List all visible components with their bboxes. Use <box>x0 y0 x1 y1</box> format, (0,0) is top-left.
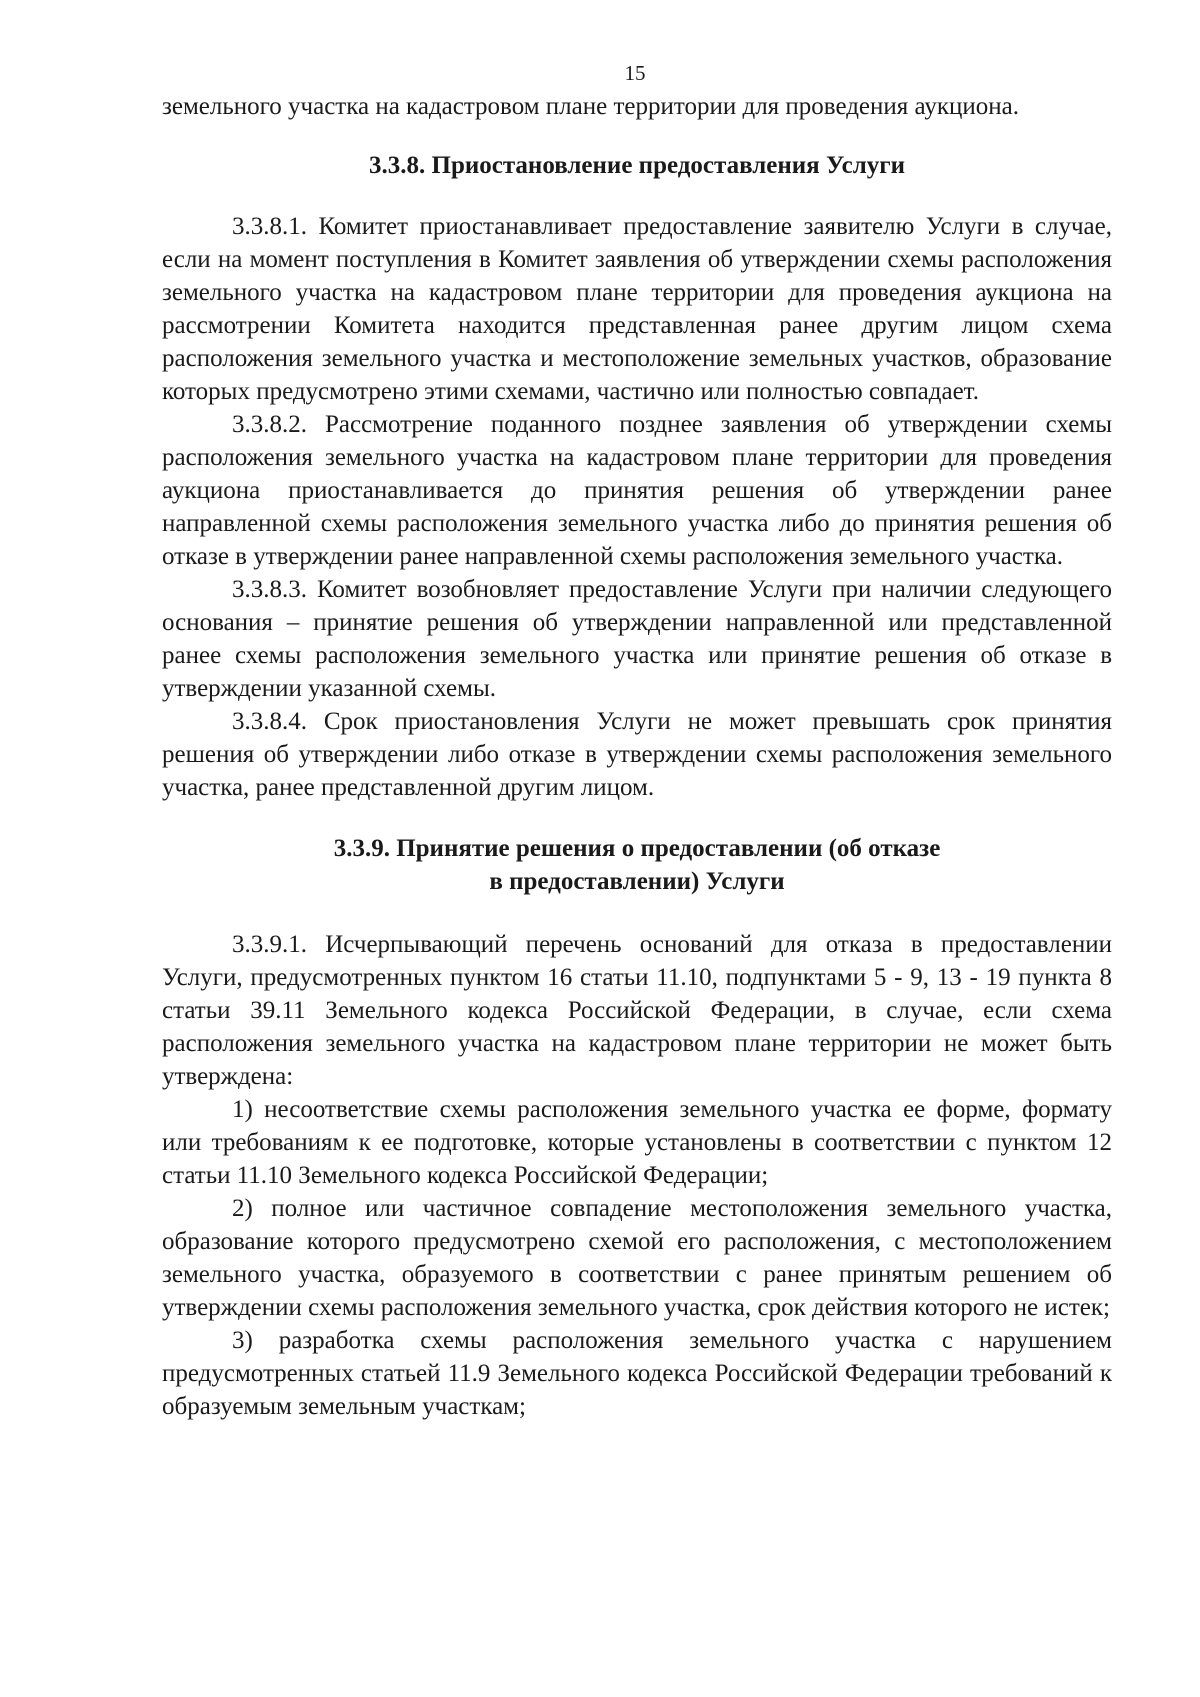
page-number: 15 <box>624 61 646 85</box>
section-339-title-line1: 3.3.9. Принятие решения о предоставлении (об отказе <box>333 835 941 862</box>
intro-continuation: земельного участка на кадастровом плане территории для проведения аукциона. <box>162 93 1019 120</box>
paragraph-3391: 3.3.9.1. Исчерпывающий перечень оснований для отказа в предоставлении Услуги, предусмотренных пунктом 16 статьи 11.10, подпунктами 5 - 9, 13 - 19 пункта 8 статьи 39.11 Земельного кодекса Российской Федерации, в случае, если схема расположения земельного участка на кадастровом плане территории не может быть утверждена: <box>162 931 1112 1090</box>
paragraph-3383: 3.3.8.3. Комитет возобновляет предоставление Услуги при наличии следующего основания – принятие решения об утверждении направленной или представленной ранее схемы расположения земельного участка или принятие решения об отказе в утверждении указанной схемы. <box>162 576 1112 702</box>
paragraph-3382: 3.3.8.2. Рассмотрение поданного позднее заявления об утверждении схемы расположения земельного участка на кадастровом плане территории для проведения аукциона приостанавливается до принятия решения об утверждении ранее направленной схемы расположения земельного участка либо до принятия решения об отказе в утверждении ранее направленной схемы расположения земельного участка. <box>162 411 1112 570</box>
section-339-title <box>162 832 1112 898</box>
list-item-1: 1) несоответствие схемы расположения земельного участка ее форме, формату или требованиям к ее подготовке, которые установлены в соответствии с пунктом 12 статьи 11.10 Земельного кодекса Российской Федерации; <box>162 1096 1112 1189</box>
section-338-title: 3.3.8. Приостановление предоставления Услуги <box>369 152 905 179</box>
paragraph-3381: 3.3.8.1. Комитет приостанавливает предоставление заявителю Услуги в случае, если на момент поступления в Комитет заявления об утверждении схемы расположения земельного участка на кадастровом плане территории для проведения аукциона на рассмотрении Комитета находится представленная ранее другим лицом схема расположения земельного участка и местоположение земельных участков, образование которых предусмотрено этими схемами, частично или полностью совпадает. <box>162 213 1112 405</box>
section-339-title-line2: в предоставлении) Услуги <box>489 868 785 895</box>
list-item-3: 3) разработка схемы расположения земельного участка с нарушением предусмотренных статьей 11.9 Земельного кодекса Российской Федерации требований к образуемым земельным участкам; <box>162 1327 1112 1420</box>
paragraph-3384: 3.3.8.4. Срок приостановления Услуги не может превышать срок принятия решения об утверждении либо отказе в утверждении схемы расположения земельного участка, ранее представленной другим лицом. <box>162 708 1112 801</box>
list-item-2: 2) полное или частичное совпадение местоположения земельного участка, образование которого предусмотрено схемой его расположения, с местоположением земельного участка, образуемого в соответствии с ранее принятым решением об утверждении схемы расположения земельного участка, срок действия которого не истек; <box>162 1195 1112 1321</box>
document-body <box>162 90 1112 1423</box>
